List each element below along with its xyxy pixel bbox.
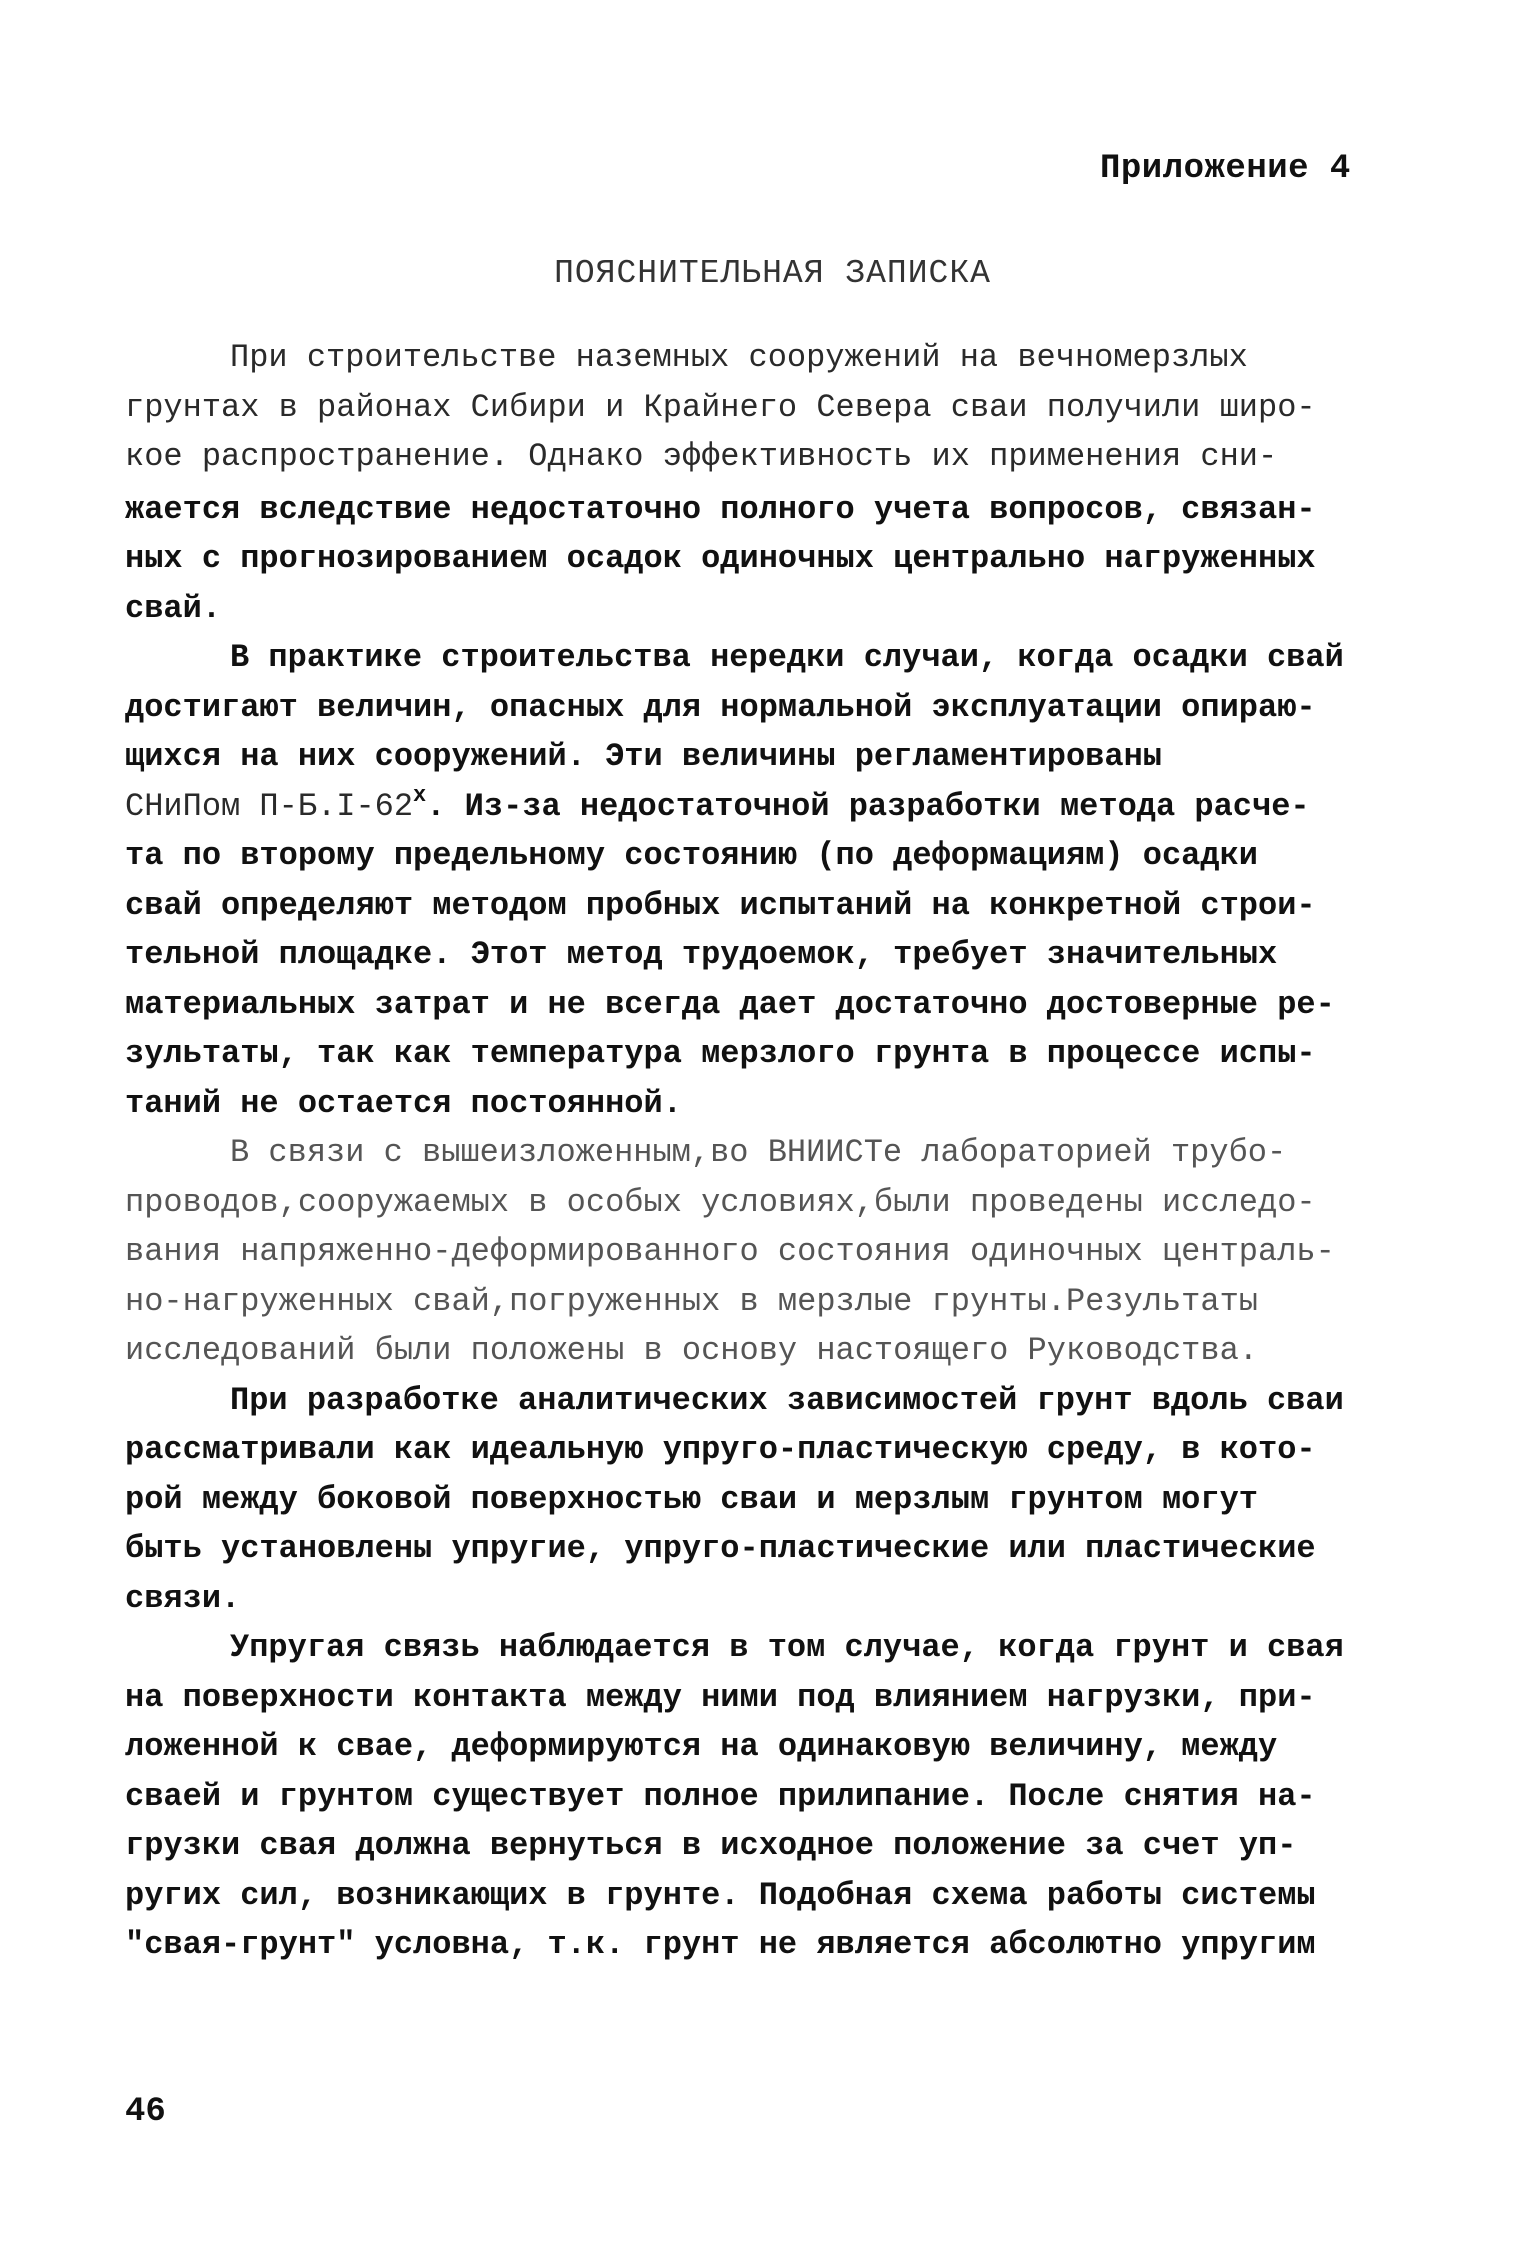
text-line-tail: . Из-за недостаточной разработки метода расче- [426, 787, 1310, 825]
body-text [125, 333, 1415, 1970]
text-line: свай определяют методом пробных испытаний на конкретной строи- [125, 886, 1316, 924]
text-line: тельной площадке. Этот метод трудоемок, требует значительных [125, 936, 1278, 973]
appendix-label: Приложение 4 [1100, 150, 1351, 188]
text-line: ругих сил, возникающих в грунте. Подобная схема работы системы [125, 1876, 1316, 1914]
paragraph-2 [125, 633, 1415, 1128]
text-line: сваей и грунтом существует полное прилипание. После снятия на- [125, 1777, 1316, 1815]
text-line: При строительстве наземных сооружений на вечномерзлых [230, 339, 1248, 376]
text-line: проводов,сооружаемых в особых условиях,были проведены исследо- [125, 1183, 1316, 1221]
page-number: 46 [125, 2093, 166, 2131]
text-line: связи. [125, 1579, 241, 1617]
text-line: быть установлены упругие, упруго-пластические или пластические [125, 1530, 1316, 1567]
text-line: ложенной к свае, деформируются на одинаковую величину, между [125, 1728, 1278, 1765]
document-title: ПОЯСНИТЕЛЬНАЯ ЗАПИСКА [554, 255, 991, 292]
text-line: рой между боковой поверхностью сваи и мерзлым грунтом могут [125, 1480, 1258, 1518]
text-line: вания напряженно-деформированного состояния одиночных централь- [125, 1233, 1335, 1270]
text-line: на поверхности контакта между ними под влиянием нагрузки, при- [125, 1678, 1316, 1716]
text-line: та по второму предельному состоянию (по деформациям) осадки [125, 837, 1258, 874]
text-line: жается вследствие недостаточно полного учета вопросов, связан- [125, 490, 1316, 528]
paragraph-4 [125, 1376, 1415, 1624]
paragraph-5 [125, 1623, 1415, 1970]
text-line: ных с прогнозированием осадок одиночных центрально нагруженных [125, 540, 1316, 577]
text-line: "свая-грунт" условна, т.к. грунт не является абсолютно упругим [125, 1926, 1316, 1963]
text-line: Упругая связь наблюдается в том случае, когда грунт и свая [230, 1629, 1344, 1666]
text-line: зультаты, так как температура мерзлого грунта в процессе испы- [125, 1035, 1316, 1072]
text-line: но-нагруженных свай,погруженных в мерзлые грунты.Результаты [125, 1282, 1258, 1320]
text-line: свай. [125, 589, 222, 627]
paragraph-1 [125, 333, 1415, 633]
snip-reference: СНиПом П-Б.I-62 [125, 787, 414, 825]
text-line: рассматривали как идеальную упруго-пластическую среду, в кото- [125, 1431, 1316, 1468]
text-line: В связи с вышеизложенным,во ВНИИСТе лабораторией трубо- [230, 1134, 1287, 1171]
text-line: кое распространение. Однако эффективность их применения сни- [125, 438, 1278, 475]
text-line: грузки свая должна вернуться в исходное положение за счет уп- [125, 1827, 1297, 1864]
text-line: щихся на них сооружений. Эти величины регламентированы [125, 738, 1162, 775]
paragraph-3 [125, 1128, 1415, 1376]
footnote-mark: х [413, 782, 427, 808]
text-line: В практике строительства нередки случаи, когда осадки свай [230, 639, 1344, 676]
text-line: материальных затрат и не всегда дает достаточно достоверные ре- [125, 985, 1335, 1023]
text-line: грунтах в районах Сибири и Крайнего Севера сваи получили широ- [125, 388, 1316, 426]
text-line: таний не остается постоянной. [125, 1084, 682, 1122]
text-line: исследований были положены в основу настоящего Руководства. [125, 1332, 1258, 1369]
text-line-with-footnote [125, 782, 1415, 832]
text-line: достигают величин, опасных для нормальной эксплуатации опираю- [125, 688, 1316, 726]
text-line: При разработке аналитических зависимостей грунт вдоль сваи [230, 1381, 1344, 1419]
